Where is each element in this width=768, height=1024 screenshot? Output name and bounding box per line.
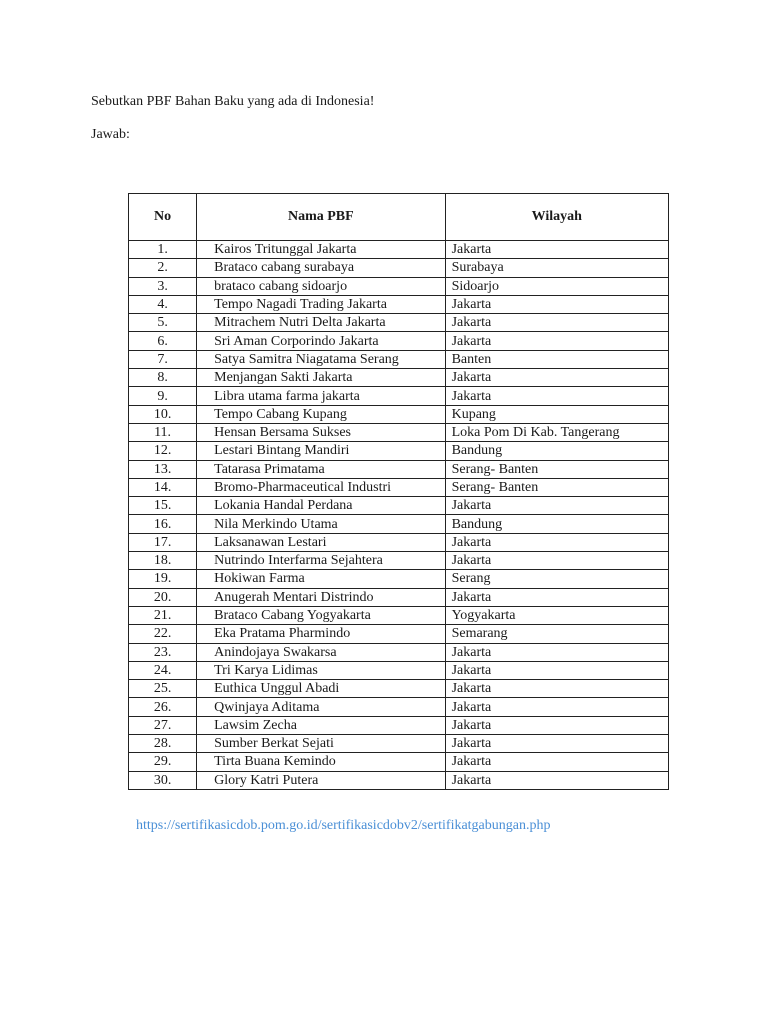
cell-nama-pbf: Lokania Handal Perdana: [197, 497, 445, 515]
cell-wilayah: Jakarta: [445, 314, 668, 332]
cell-wilayah: Serang- Banten: [445, 478, 668, 496]
table-row: [129, 606, 669, 624]
cell-wilayah: Jakarta: [445, 332, 668, 350]
table-row: [129, 387, 669, 405]
cell-wilayah: Sidoarjo: [445, 277, 668, 295]
table-row: [129, 552, 669, 570]
cell-no: 18.: [129, 552, 197, 570]
cell-wilayah: Jakarta: [445, 387, 668, 405]
table-row: [129, 460, 669, 478]
cell-no: 10.: [129, 405, 197, 423]
header-no: No: [129, 194, 197, 241]
cell-wilayah: Jakarta: [445, 661, 668, 679]
table-row: [129, 771, 669, 789]
table-row: [129, 515, 669, 533]
cell-nama-pbf: Menjangan Sakti Jakarta: [197, 369, 445, 387]
cell-nama-pbf: Tirta Buana Kemindo: [197, 753, 445, 771]
cell-nama-pbf: Hensan Bersama Sukses: [197, 423, 445, 441]
cell-wilayah: Jakarta: [445, 369, 668, 387]
cell-no: 7.: [129, 350, 197, 368]
cell-wilayah: Jakarta: [445, 643, 668, 661]
cell-no: 16.: [129, 515, 197, 533]
cell-no: 25.: [129, 680, 197, 698]
cell-no: 9.: [129, 387, 197, 405]
cell-no: 8.: [129, 369, 197, 387]
cell-nama-pbf: Kairos Tritunggal Jakarta: [197, 241, 445, 259]
cell-wilayah: Jakarta: [445, 771, 668, 789]
cell-nama-pbf: Nila Merkindo Utama: [197, 515, 445, 533]
cell-nama-pbf: Brataco Cabang Yogyakarta: [197, 606, 445, 624]
cell-wilayah: Bandung: [445, 515, 668, 533]
cell-wilayah: Jakarta: [445, 295, 668, 313]
table-row: [129, 478, 669, 496]
cell-nama-pbf: Eka Pratama Pharmindo: [197, 625, 445, 643]
cell-wilayah: Yogyakarta: [445, 606, 668, 624]
cell-no: 30.: [129, 771, 197, 789]
cell-no: 12.: [129, 442, 197, 460]
cell-no: 15.: [129, 497, 197, 515]
cell-nama-pbf: Tri Karya Lidimas: [197, 661, 445, 679]
table-row: [129, 661, 669, 679]
cell-wilayah: Jakarta: [445, 241, 668, 259]
source-link[interactable]: https://sertifikasicdob.pom.go.id/sertifikasicdobv2/sertifikatgabungan.php: [136, 818, 551, 833]
cell-wilayah: Jakarta: [445, 735, 668, 753]
pbf-table: [128, 193, 669, 790]
cell-nama-pbf: Lawsim Zecha: [197, 716, 445, 734]
table-row: [129, 735, 669, 753]
table-row: [129, 369, 669, 387]
table-row: [129, 423, 669, 441]
table-row: [129, 680, 669, 698]
cell-nama-pbf: Laksanawan Lestari: [197, 533, 445, 551]
cell-nama-pbf: Tatarasa Primatama: [197, 460, 445, 478]
cell-no: 13.: [129, 460, 197, 478]
cell-wilayah: Jakarta: [445, 552, 668, 570]
table-row: [129, 241, 669, 259]
table-row: [129, 314, 669, 332]
table-row: [129, 442, 669, 460]
cell-wilayah: Jakarta: [445, 497, 668, 515]
cell-no: 22.: [129, 625, 197, 643]
answer-label: Jawab:: [91, 127, 130, 142]
cell-wilayah: Jakarta: [445, 533, 668, 551]
header-wilayah: Wilayah: [445, 194, 668, 241]
cell-wilayah: Jakarta: [445, 588, 668, 606]
cell-nama-pbf: Brataco cabang surabaya: [197, 259, 445, 277]
cell-wilayah: Jakarta: [445, 698, 668, 716]
cell-wilayah: Jakarta: [445, 716, 668, 734]
cell-wilayah: Surabaya: [445, 259, 668, 277]
cell-no: 28.: [129, 735, 197, 753]
table-row: [129, 295, 669, 313]
cell-nama-pbf: Nutrindo Interfarma Sejahtera: [197, 552, 445, 570]
table-row: [129, 625, 669, 643]
table-row: [129, 753, 669, 771]
cell-no: 5.: [129, 314, 197, 332]
cell-wilayah: Semarang: [445, 625, 668, 643]
cell-nama-pbf: Tempo Cabang Kupang: [197, 405, 445, 423]
cell-no: 26.: [129, 698, 197, 716]
cell-wilayah: Jakarta: [445, 680, 668, 698]
cell-no: 3.: [129, 277, 197, 295]
cell-no: 6.: [129, 332, 197, 350]
cell-nama-pbf: Bromo-Pharmaceutical Industri: [197, 478, 445, 496]
cell-nama-pbf: brataco cabang sidoarjo: [197, 277, 445, 295]
cell-no: 19.: [129, 570, 197, 588]
cell-wilayah: Banten: [445, 350, 668, 368]
table-row: [129, 350, 669, 368]
cell-nama-pbf: Anindojaya Swakarsa: [197, 643, 445, 661]
cell-wilayah: Serang- Banten: [445, 460, 668, 478]
cell-nama-pbf: Sri Aman Corporindo Jakarta: [197, 332, 445, 350]
cell-wilayah: Bandung: [445, 442, 668, 460]
cell-no: 17.: [129, 533, 197, 551]
cell-no: 11.: [129, 423, 197, 441]
table-row: [129, 497, 669, 515]
table-header-row: [129, 194, 669, 241]
cell-nama-pbf: Hokiwan Farma: [197, 570, 445, 588]
header-nama-pbf: Nama PBF: [197, 194, 445, 241]
cell-no: 24.: [129, 661, 197, 679]
table-row: [129, 277, 669, 295]
cell-wilayah: Jakarta: [445, 753, 668, 771]
cell-nama-pbf: Sumber Berkat Sejati: [197, 735, 445, 753]
table-row: [129, 259, 669, 277]
table-row: [129, 588, 669, 606]
cell-nama-pbf: Anugerah Mentari Distrindo: [197, 588, 445, 606]
cell-no: 29.: [129, 753, 197, 771]
table-body: [129, 241, 669, 790]
cell-nama-pbf: Qwinjaya Aditama: [197, 698, 445, 716]
cell-no: 1.: [129, 241, 197, 259]
cell-no: 2.: [129, 259, 197, 277]
table-row: [129, 533, 669, 551]
cell-nama-pbf: Mitrachem Nutri Delta Jakarta: [197, 314, 445, 332]
cell-nama-pbf: Tempo Nagadi Trading Jakarta: [197, 295, 445, 313]
cell-no: 23.: [129, 643, 197, 661]
table-row: [129, 698, 669, 716]
cell-wilayah: Serang: [445, 570, 668, 588]
cell-nama-pbf: Glory Katri Putera: [197, 771, 445, 789]
table-row: [129, 570, 669, 588]
table-row: [129, 716, 669, 734]
cell-no: 27.: [129, 716, 197, 734]
cell-nama-pbf: Lestari Bintang Mandiri: [197, 442, 445, 460]
cell-no: 4.: [129, 295, 197, 313]
cell-no: 21.: [129, 606, 197, 624]
cell-nama-pbf: Satya Samitra Niagatama Serang: [197, 350, 445, 368]
cell-wilayah: Loka Pom Di Kab. Tangerang: [445, 423, 668, 441]
table-row: [129, 332, 669, 350]
cell-no: 20.: [129, 588, 197, 606]
cell-nama-pbf: Libra utama farma jakarta: [197, 387, 445, 405]
table-row: [129, 405, 669, 423]
table-row: [129, 643, 669, 661]
cell-wilayah: Kupang: [445, 405, 668, 423]
cell-no: 14.: [129, 478, 197, 496]
cell-nama-pbf: Euthica Unggul Abadi: [197, 680, 445, 698]
question-text: Sebutkan PBF Bahan Baku yang ada di Indonesia!: [91, 94, 375, 109]
